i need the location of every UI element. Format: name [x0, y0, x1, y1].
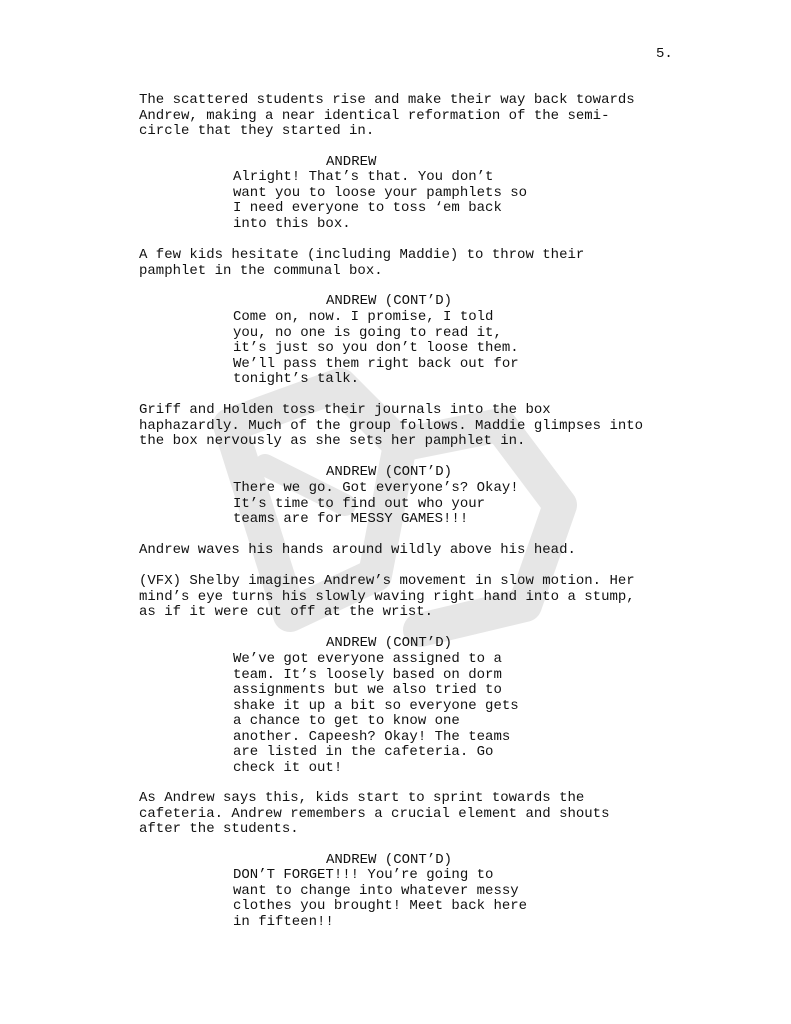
character-cue: ANDREW: [326, 154, 377, 170]
action-block: (VFX) Shelby imagines Andrew’s movement in slow motion. Her mind’s eye turns his slowly waving right hand into a stump, as if it were cut off at the wrist.: [139, 573, 635, 620]
action-block: The scattered students rise and make their way back towards Andrew, making a near identical reformation of the semi- circle that they started in.: [139, 92, 635, 139]
character-cue: ANDREW (CONT’D): [326, 635, 453, 651]
dialogue-block: Alright! That’s that. You don’t want you to loose your pamphlets so I need everyone to toss ‘em back into this box.: [233, 169, 528, 232]
action-block: A few kids hesitate (including Maddie) to throw their pamphlet in the communal box.: [139, 247, 585, 279]
dialogue-block: Come on, now. I promise, I told you, no one is going to read it, it’s just so you don’t loose them. We’ll pass them right back out for tonight’s talk.: [233, 309, 519, 387]
action-block: As Andrew says this, kids start to sprint towards the cafeteria. Andrew remembers a crucial element and shouts after the students.: [139, 790, 610, 837]
character-cue: ANDREW (CONT’D): [326, 464, 453, 480]
character-cue: ANDREW (CONT’D): [326, 293, 453, 309]
character-cue: ANDREW (CONT’D): [326, 852, 453, 868]
action-block: Griff and Holden toss their journals into the box haphazardly. Much of the group follows. Maddie glimpses into the box nervously as she sets her pamphlet in.: [139, 402, 644, 449]
dialogue-block: DON’T FORGET!!! You’re going to want to change into whatever messy clothes you brought! Meet back here in fifteen!!: [233, 867, 528, 930]
page-number: 5.: [656, 46, 673, 62]
action-block: Andrew waves his hands around wildly above his head.: [139, 542, 576, 558]
dialogue-block: There we go. Got everyone’s? Okay! It’s time to find out who your teams are for MESSY GAMES!!!: [233, 480, 519, 527]
dialogue-block: We’ve got everyone assigned to a team. It’s loosely based on dorm assignments but we also tried to shake it up a bit so everyone gets a chance to get to know one another. Capeesh? Okay! The teams are listed in the cafeteria. Go check it out!: [233, 651, 519, 776]
